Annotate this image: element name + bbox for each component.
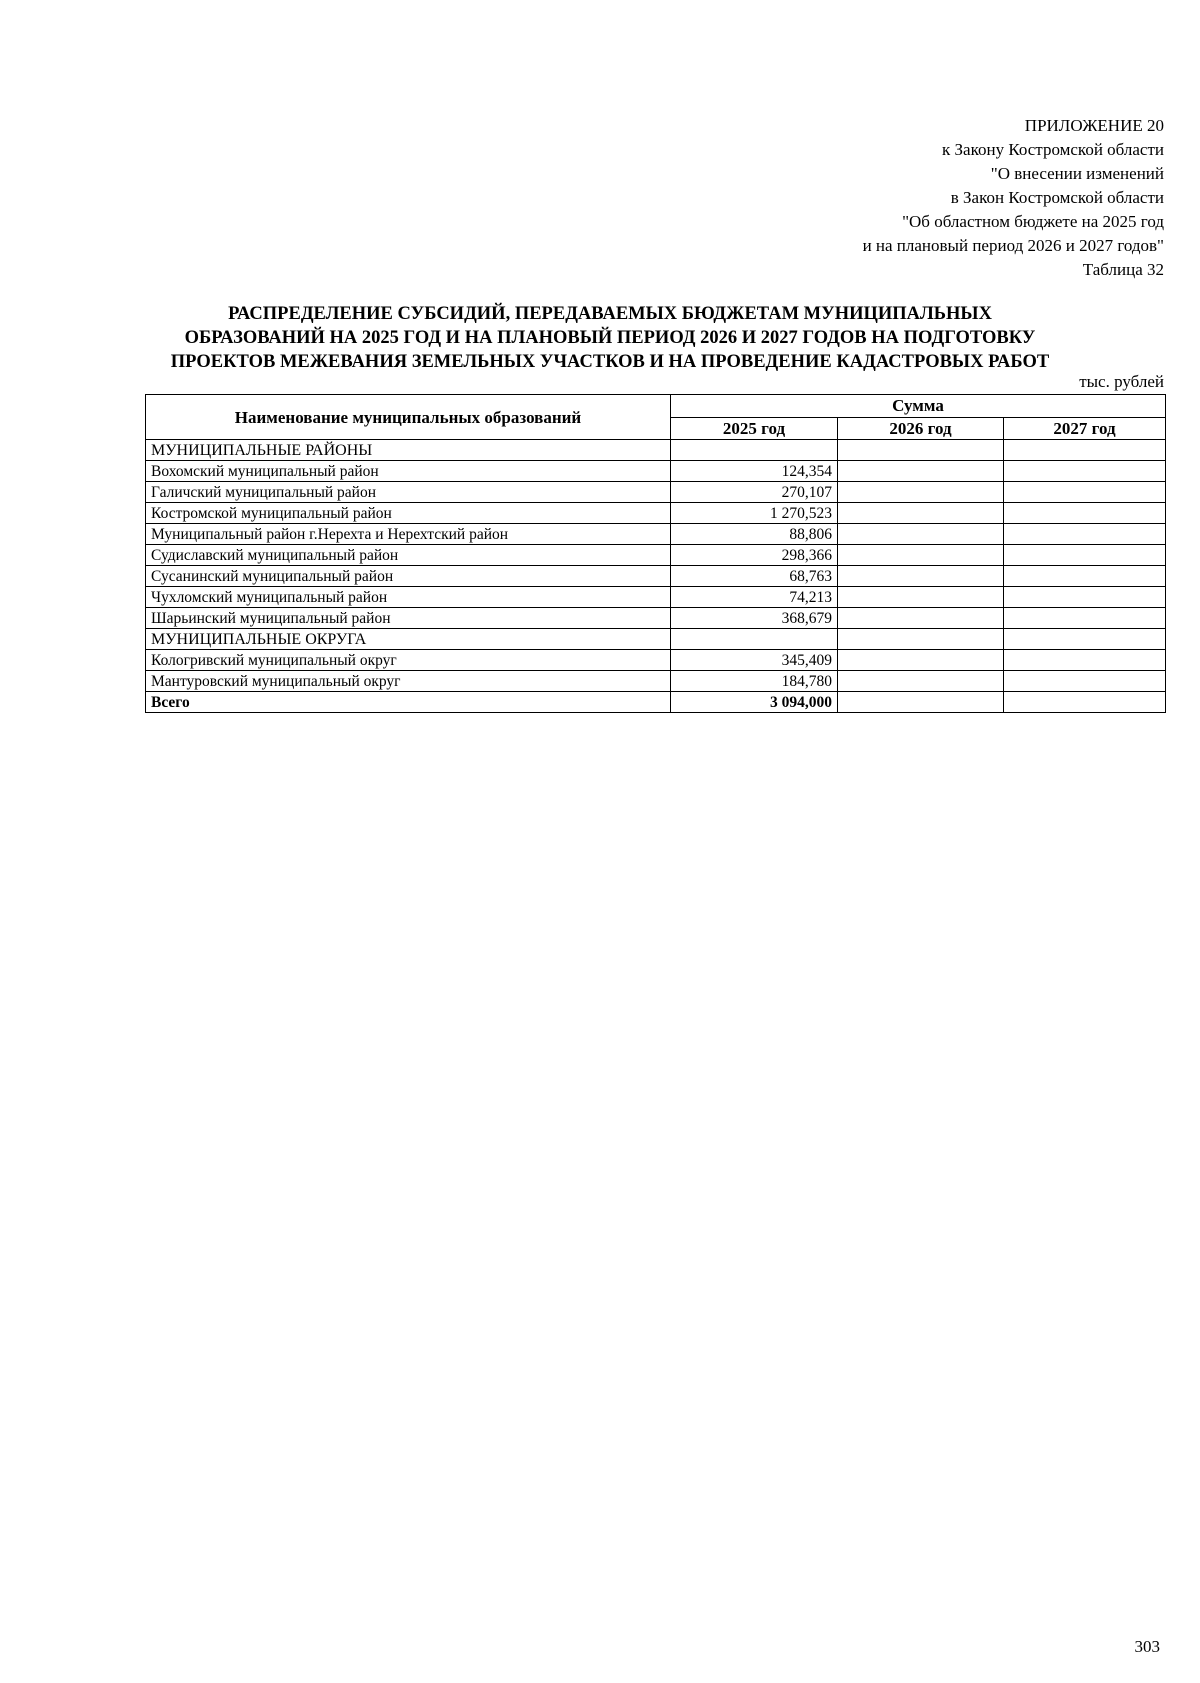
- appendix-line: и на плановый период 2026 и 2027 годов": [862, 236, 1164, 255]
- document-title: [140, 302, 1080, 374]
- value-2027: [1004, 671, 1166, 692]
- appendix-line: "Об областном бюджете на 2025 год: [902, 212, 1164, 231]
- value-2025: 298,366: [671, 545, 838, 566]
- row-name: Вохомский муниципальный район: [146, 461, 671, 482]
- total-row: [146, 692, 1166, 713]
- table-header-row: [146, 395, 1166, 418]
- table-row: [146, 566, 1166, 587]
- value-2027: [1004, 650, 1166, 671]
- value-2027: [1004, 440, 1166, 461]
- value-2026: [838, 650, 1004, 671]
- row-name: Чухломский муниципальный район: [146, 587, 671, 608]
- value-2026: [838, 524, 1004, 545]
- table-row: [146, 482, 1166, 503]
- value-2026: [838, 461, 1004, 482]
- row-name: Галичский муниципальный район: [146, 482, 671, 503]
- row-name: Шарьинский муниципальный район: [146, 608, 671, 629]
- table-row: [146, 524, 1166, 545]
- row-name: МУНИЦИПАЛЬНЫЕ ОКРУГА: [146, 629, 671, 650]
- total-label: Всего: [146, 692, 671, 713]
- value-2026: [838, 608, 1004, 629]
- row-name: Мантуровский муниципальный округ: [146, 671, 671, 692]
- table-row: [146, 545, 1166, 566]
- total-2027: [1004, 692, 1166, 713]
- row-name: Костромской муниципальный район: [146, 503, 671, 524]
- value-2027: [1004, 566, 1166, 587]
- title-line: ПРОЕКТОВ МЕЖЕВАНИЯ ЗЕМЕЛЬНЫХ УЧАСТКОВ И НА ПРОВЕДЕНИЕ КАДАСТРОВЫХ РАБОТ: [170, 352, 1050, 372]
- value-2025: 74,213: [671, 587, 838, 608]
- value-2025: [671, 629, 838, 650]
- title-line: РАСПРЕДЕЛЕНИЕ СУБСИДИЙ, ПЕРЕДАВАЕМЫХ БЮДЖЕТАМ МУНИЦИПАЛЬНЫХ: [228, 304, 992, 324]
- appendix-line: к Закону Костромской области: [942, 140, 1164, 159]
- value-2026: [838, 440, 1004, 461]
- sum-column-header: Сумма: [671, 395, 1166, 418]
- value-2025: 345,409: [671, 650, 838, 671]
- table-row: [146, 503, 1166, 524]
- page-number: 303: [1134, 1637, 1160, 1656]
- value-2026: [838, 587, 1004, 608]
- table-row: [146, 671, 1166, 692]
- year-2027-header: 2027 год: [1004, 417, 1166, 440]
- value-2026: [838, 503, 1004, 524]
- appendix-header: [863, 114, 1164, 282]
- value-2025: 368,679: [671, 608, 838, 629]
- appendix-line: "О внесении изменений: [990, 164, 1164, 183]
- section-row: [146, 440, 1166, 461]
- value-2026: [838, 671, 1004, 692]
- value-2025: [671, 440, 838, 461]
- table-row: [146, 587, 1166, 608]
- appendix-line: в Закон Костромской области: [950, 188, 1164, 207]
- row-name: Сусанинский муниципальный район: [146, 566, 671, 587]
- value-2025: 1 270,523: [671, 503, 838, 524]
- total-2025: 3 094,000: [671, 692, 838, 713]
- table-row: [146, 650, 1166, 671]
- value-2027: [1004, 503, 1166, 524]
- total-2026: [838, 692, 1004, 713]
- value-2025: 124,354: [671, 461, 838, 482]
- value-2025: 270,107: [671, 482, 838, 503]
- table-row: [146, 461, 1166, 482]
- value-2026: [838, 566, 1004, 587]
- appendix-line: ПРИЛОЖЕНИЕ 20: [1024, 116, 1164, 135]
- value-2027: [1004, 482, 1166, 503]
- year-2026-header: 2026 год: [838, 417, 1004, 440]
- row-name: МУНИЦИПАЛЬНЫЕ РАЙОНЫ: [146, 440, 671, 461]
- value-2026: [838, 629, 1004, 650]
- value-2027: [1004, 587, 1166, 608]
- value-2027: [1004, 524, 1166, 545]
- row-name: Кологривский муниципальный округ: [146, 650, 671, 671]
- value-2026: [838, 545, 1004, 566]
- value-2027: [1004, 629, 1166, 650]
- value-2025: 68,763: [671, 566, 838, 587]
- units-label: тыс. рублей: [1079, 372, 1164, 391]
- value-2026: [838, 482, 1004, 503]
- value-2025: 88,806: [671, 524, 838, 545]
- subsidies-table: [145, 394, 1166, 713]
- value-2027: [1004, 545, 1166, 566]
- name-column-header: Наименование муниципальных образований: [146, 395, 671, 440]
- section-row: [146, 629, 1166, 650]
- row-name: Судиславский муниципальный район: [146, 545, 671, 566]
- row-name: Муниципальный район г.Нерехта и Нерехтский район: [146, 524, 671, 545]
- value-2025: 184,780: [671, 671, 838, 692]
- title-line: ОБРАЗОВАНИЙ НА 2025 ГОД И НА ПЛАНОВЫЙ ПЕРИОД 2026 И 2027 ГОДОВ НА ПОДГОТОВКУ: [184, 328, 1036, 348]
- value-2027: [1004, 461, 1166, 482]
- value-2027: [1004, 608, 1166, 629]
- table-row: [146, 608, 1166, 629]
- table-number: Таблица 32: [1082, 260, 1164, 279]
- year-2025-header: 2025 год: [671, 417, 838, 440]
